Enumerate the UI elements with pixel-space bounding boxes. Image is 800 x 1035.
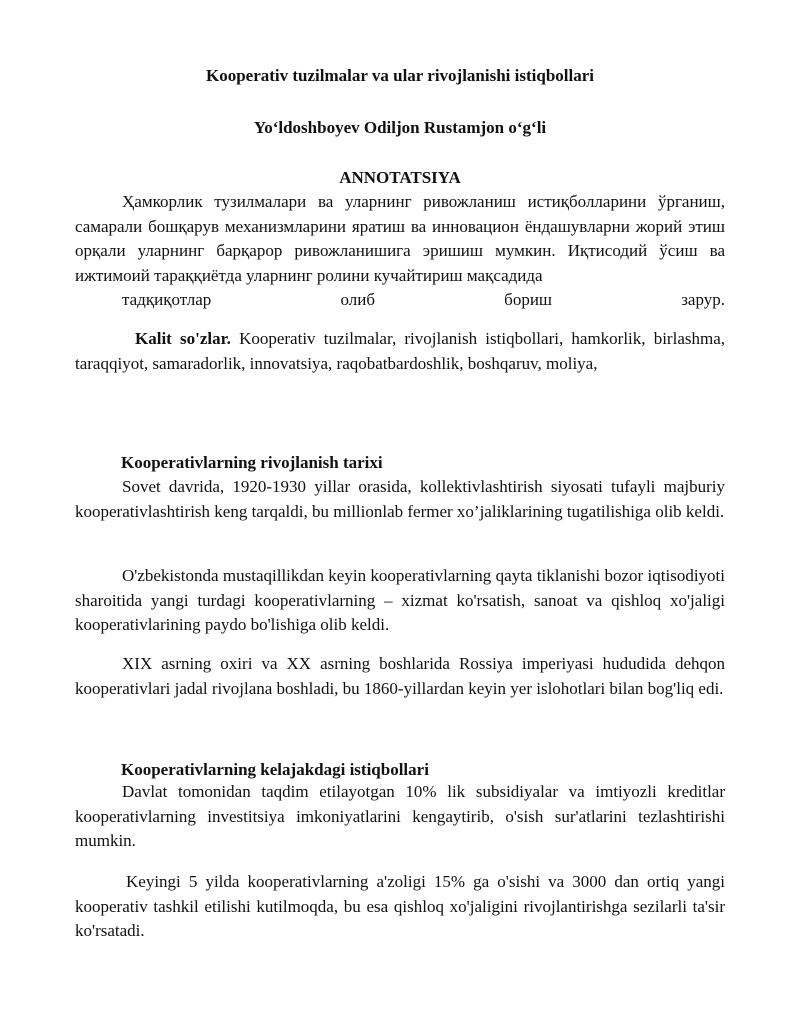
future-paragraph-1: Davlat tomonidan taqdim etilayotgan 10% lik subsidiyalar va imtiyozli kreditlar kooperativlarning investitsiya imkoniyatlarini kengaytirib, o'sish sur'atlarini tezlashtirishi mumkin. — [75, 782, 725, 850]
keywords-paragraph — [75, 327, 725, 376]
document-title: Kooperativ tuzilmalar va ular rivojlanishi istiqbollari — [205, 66, 595, 85]
history-paragraph-3: XIX asrning oxiri va XX asrning boshlarida Rossiya imperiyasi hududida dehqon kooperativlari jadal rivojlana boshladi, bu 1860-yillardan keyin yer islohotlari bilan bog'liq edi. — [75, 654, 725, 698]
history-paragraph-2: O'zbekistonda mustaqillikdan keyin kooperativlarning qayta tiklanishi bozor iqtisodiyoti sharoitida yangi turdagi kooperativlarning – xizmat ko'rsatish, sanoat va qishloq xo'jaligi kooperativlarining paydo bo'lishiga olib keldi. — [75, 566, 725, 634]
history-paragraph-1: Sovet davrida, 1920-1930 yillar orasida, kollektivlashtirish siyosati tufayli majburiy kooperativlashtirish keng tarqaldi, bu millionlab fermer xo’jaliklarining tugatilishiga olib keldi. — [75, 477, 725, 521]
annotation-heading: ANNOTATSIYA — [339, 168, 461, 187]
annotation-text: Ҳамкорлик тузилмалари ва уларнинг ривожланиш истиқболларини ўрганиш, самарали бошқарув механизмларини яратиш ва инновацион ёндашувларни жорий этиш орқали уларнинг барқарор ривожланишига эришиш мумкин. Иқтисодий ўсиш ва ижтимоий тараққиётда уларнинг ролини кучайтириш мақсадида — [75, 192, 725, 285]
section-heading-future: Kooperativlarning kelajakdagi istiqbollari — [121, 760, 429, 779]
keywords-text: Kooperativ tuzilmalar, rivojlanish istiqbollari, hamkorlik, birlashma, taraqqiyot, samaradorlik, innovatsiya, raqobatbardoshlik, boshqaruv, moliya, — [75, 329, 725, 373]
future-paragraph-2: Keyingi 5 yilda kooperativlarning a'zoligi 15% ga o'sishi va 3000 dan ortiq yangi kooperativ tashkil etilishi kutilmoqda, bu esa qishloq xo'jaligini rivojlantirishga sezilarli ta'sir ko'rsatadi. — [75, 872, 725, 940]
keywords-label: Kalit so'zlar. — [135, 329, 231, 348]
author-name: Yo‘ldoshboyev Odiljon Rustamjon o‘g‘li — [253, 118, 547, 137]
annotation-last-line: тадқиқотлар олиб бориш зарур. — [122, 290, 725, 309]
annotation-paragraph — [75, 190, 725, 313]
section-heading-history: Kooperativlarning rivojlanish tarixi — [121, 453, 383, 472]
